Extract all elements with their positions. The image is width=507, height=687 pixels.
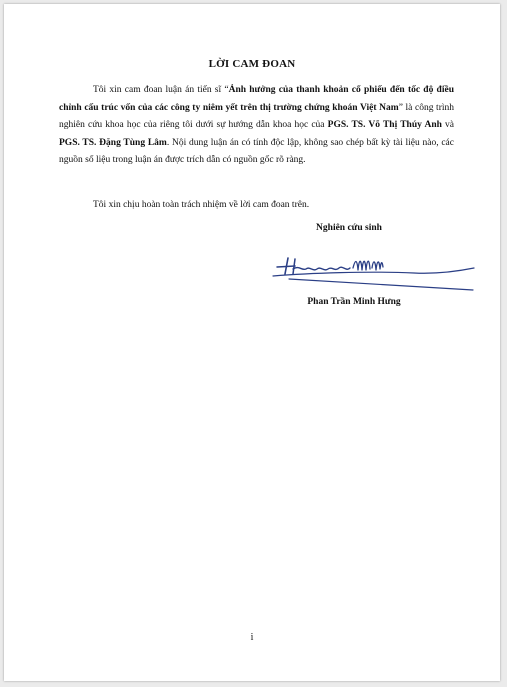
paragraph-text: và xyxy=(441,120,454,131)
advisor-name: PGS. TS. Đặng Tùng Lâm xyxy=(59,137,167,148)
page-number: i xyxy=(250,632,254,643)
advisor-name: PGS. TS. Võ Thị Thúy Anh xyxy=(327,120,442,131)
document-title: LỜI CAM ĐOAN xyxy=(208,58,296,70)
paragraph-text: ” là công trình nghiên cứu khoa học của riêng tôi dưới sự hướng dẫn khoa học của xyxy=(59,102,454,131)
paragraph-text: . Nội dung luận án có tính độc lập, không sao chép bất kỳ tài liệu nào, các nguồn số liệu trong luận án được trích dẫn có nguồn gốc rõ ràng. xyxy=(59,137,454,166)
declaration-paragraph xyxy=(59,82,454,170)
thesis-title: Ảnh hưởng của thanh khoản cổ phiếu đến tốc độ điều chỉnh cấu trúc vốn của các công ty niêm yết trên thị trường chứng khoán Việt Nam xyxy=(59,85,454,113)
document-page xyxy=(4,4,500,681)
responsibility-paragraph xyxy=(59,197,454,215)
signer-role: Nghiên cứu sinh xyxy=(316,223,382,233)
signer-name: Phan Trần Minh Hưng xyxy=(307,297,401,307)
handwritten-signature xyxy=(269,248,479,296)
paragraph-text: Tôi xin chịu hoàn toàn trách nhiệm về lời cam đoan trên. xyxy=(93,200,310,210)
paragraph-text: Tôi xin cam đoan luận án tiến sĩ “ xyxy=(93,85,229,95)
